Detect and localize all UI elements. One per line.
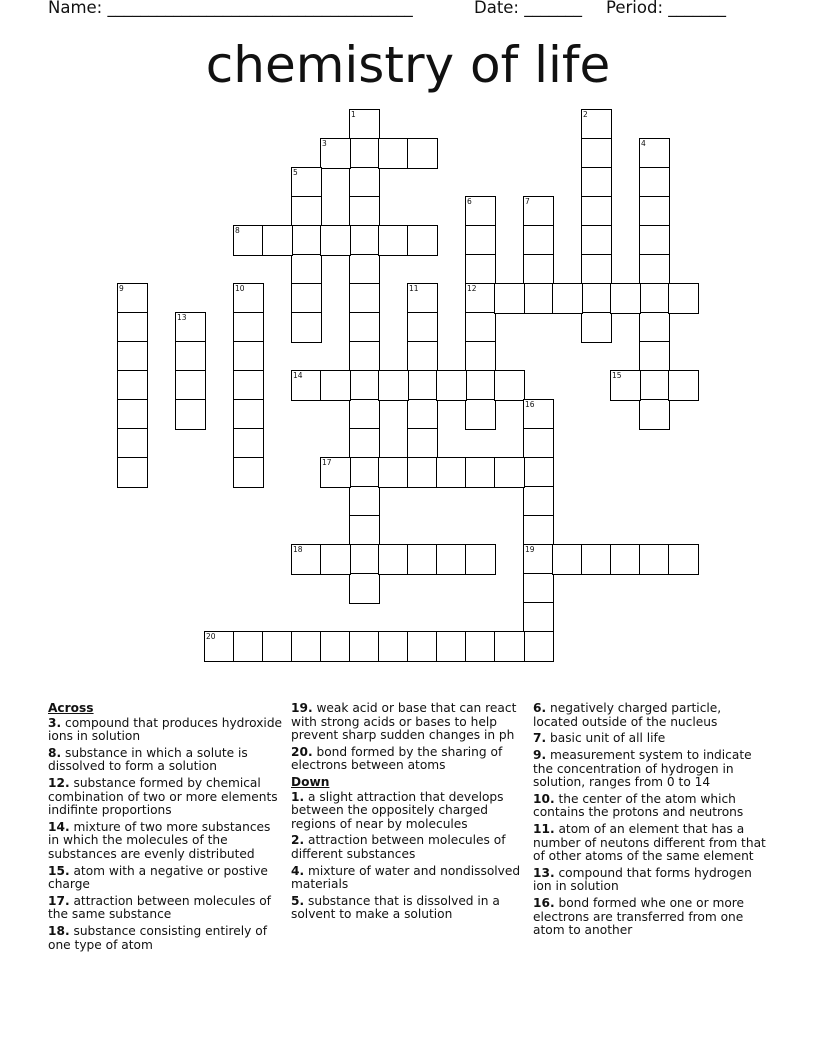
clue-number: 2	[583, 110, 588, 119]
clue-num: 18.	[48, 924, 70, 939]
grid-cell[interactable]	[581, 544, 612, 575]
grid-cell[interactable]	[291, 254, 322, 285]
grid-cell[interactable]	[581, 225, 612, 256]
clue-number: 4	[641, 139, 646, 148]
clue-text: bond formed by the sharing of electrons between atoms	[291, 744, 503, 773]
grid-cell[interactable]	[581, 138, 612, 169]
clue-item	[533, 897, 769, 938]
grid-cell[interactable]	[523, 544, 554, 575]
grid-cell[interactable]	[349, 457, 380, 488]
grid-cell[interactable]	[175, 341, 206, 372]
clue-text: atom of an element that has a number of neutons different from that of other atoms of the same element	[533, 822, 766, 864]
grid-cell[interactable]	[117, 283, 148, 314]
clue-number: 14	[293, 371, 303, 380]
date-field-label: Date: _______	[474, 0, 582, 17]
clue-text: substance in which a solute is dissolved to form a solution	[48, 745, 248, 774]
grid-cell[interactable]	[349, 196, 380, 227]
grid-cell[interactable]	[291, 167, 322, 198]
grid-cell[interactable]	[407, 457, 438, 488]
clue-text: substance that is dissolved in a solvent to make a solution	[291, 893, 500, 922]
grid-cell[interactable]	[407, 312, 438, 343]
clue-number: 12	[467, 284, 477, 293]
grid-cell[interactable]	[639, 341, 670, 372]
clue-text: atom with a negative or postive charge	[48, 863, 268, 892]
clue-item	[533, 867, 769, 894]
grid-cell[interactable]	[494, 283, 525, 314]
period-field-label: Period: _______	[606, 0, 727, 17]
grid-cell[interactable]	[639, 225, 670, 256]
clue-item	[533, 793, 769, 820]
grid-cell[interactable]	[494, 631, 525, 662]
clue-num: 10.	[533, 791, 555, 806]
clue-num: 1.	[291, 789, 305, 804]
grid-cell[interactable]	[523, 515, 554, 546]
grid-cell[interactable]	[639, 138, 670, 169]
grid-cell[interactable]	[291, 544, 322, 575]
clue-text: a slight attraction that develops between the oppositely charged regions of near by molecules	[291, 789, 504, 831]
clue-number: 9	[119, 284, 124, 293]
grid-cell[interactable]	[523, 225, 554, 256]
grid-cell[interactable]	[320, 457, 351, 488]
grid-cell[interactable]	[581, 283, 612, 314]
clue-num: 15.	[48, 863, 70, 878]
grid-cell[interactable]	[610, 544, 641, 575]
clue-item	[533, 823, 769, 864]
grid-cell[interactable]	[320, 225, 351, 256]
grid-cell[interactable]	[378, 457, 409, 488]
grid-cell[interactable]	[175, 370, 206, 401]
clue-column-2	[291, 702, 527, 925]
clue-num: 4.	[291, 863, 305, 878]
grid-cell[interactable]	[320, 544, 351, 575]
grid-cell[interactable]	[349, 312, 380, 343]
grid-cell[interactable]	[349, 544, 380, 575]
grid-cell[interactable]	[436, 631, 467, 662]
clue-number: 8	[235, 226, 240, 235]
clue-text: compound that produces hydroxide ions in solution	[48, 715, 283, 743]
grid-cell[interactable]	[552, 283, 583, 314]
clue-number: 19	[525, 545, 535, 554]
grid-cell[interactable]	[349, 486, 380, 517]
grid-cell[interactable]	[407, 283, 438, 314]
clue-number: 10	[235, 284, 245, 293]
clue-text: mixture of two more substances in which the molecules of the substances are evenly distributed	[48, 819, 271, 861]
grid-cell[interactable]	[349, 399, 380, 430]
grid-cell[interactable]	[465, 399, 496, 430]
grid-cell[interactable]	[349, 254, 380, 285]
grid-cell[interactable]	[494, 457, 525, 488]
grid-cell[interactable]	[349, 370, 380, 401]
grid-cell[interactable]	[436, 544, 467, 575]
grid-cell[interactable]	[117, 428, 148, 459]
grid-cell[interactable]	[523, 283, 554, 314]
grid-cell[interactable]	[465, 457, 496, 488]
grid-cell[interactable]	[610, 370, 641, 401]
grid-cell[interactable]	[581, 196, 612, 227]
down-clues-part-1	[291, 791, 527, 922]
grid-cell[interactable]	[639, 544, 670, 575]
page-title: chemistry of life	[205, 36, 611, 94]
clue-text: the center of the atom which contains the protons and neutrons	[533, 791, 744, 820]
grid-cell[interactable]	[349, 515, 380, 546]
grid-cell[interactable]	[523, 254, 554, 285]
clue-text: attraction between molecules of the same substance	[48, 893, 271, 922]
grid-cell[interactable]	[523, 573, 554, 604]
grid-cell[interactable]	[581, 312, 612, 343]
clue-number: 15	[612, 371, 622, 380]
grid-cell[interactable]	[233, 341, 264, 372]
clue-number: 6	[467, 197, 472, 206]
grid-cell[interactable]	[639, 399, 670, 430]
grid-cell[interactable]	[407, 399, 438, 430]
clue-number: 1	[351, 110, 356, 119]
grid-cell[interactable]	[407, 341, 438, 372]
grid-cell[interactable]	[465, 254, 496, 285]
clue-item	[291, 895, 527, 922]
grid-cell[interactable]	[117, 370, 148, 401]
grid-cell[interactable]	[639, 283, 670, 314]
grid-cell[interactable]	[378, 631, 409, 662]
grid-cell[interactable]	[233, 631, 264, 662]
clue-item	[48, 777, 284, 818]
clue-text: bond formed whe one or more electrons are transferred from one atom to another	[533, 896, 745, 938]
clue-num: 12.	[48, 776, 70, 791]
across-clues-part-1	[48, 717, 284, 953]
grid-cell[interactable]	[378, 370, 409, 401]
grid-cell[interactable]	[291, 225, 322, 256]
grid-cell[interactable]	[117, 399, 148, 430]
clue-number: 3	[322, 139, 327, 148]
clue-item	[48, 717, 284, 744]
grid-cell[interactable]	[610, 283, 641, 314]
clue-number: 20	[206, 632, 216, 641]
grid-cell[interactable]	[668, 370, 699, 401]
clue-text: mixture of water and nondissolved materials	[291, 863, 521, 892]
grid-cell[interactable]	[349, 225, 380, 256]
grid-cell[interactable]	[349, 573, 380, 604]
grid-cell[interactable]	[378, 225, 409, 256]
clue-num: 6.	[533, 701, 547, 715]
grid-cell[interactable]	[639, 196, 670, 227]
grid-cell[interactable]	[117, 341, 148, 372]
grid-cell[interactable]	[349, 283, 380, 314]
grid-cell[interactable]	[523, 399, 554, 430]
grid-cell[interactable]	[436, 370, 467, 401]
clue-item	[291, 746, 527, 773]
grid-cell[interactable]	[407, 138, 438, 169]
grid-cell[interactable]	[581, 109, 612, 140]
clue-num: 17.	[48, 893, 70, 908]
across-clues-part-2	[291, 702, 527, 773]
grid-cell[interactable]	[465, 631, 496, 662]
clue-text: negatively charged particle, located outside of the nucleus	[533, 701, 722, 729]
grid-cell[interactable]	[291, 370, 322, 401]
clue-text: substance consisting entirely of one type of atom	[48, 924, 267, 952]
grid-cell[interactable]	[378, 138, 409, 169]
clue-item	[48, 865, 284, 892]
clue-num: 13.	[533, 865, 555, 880]
down-clues-part-2	[533, 702, 769, 938]
clue-item	[291, 865, 527, 892]
grid-cell[interactable]	[233, 370, 264, 401]
grid-cell[interactable]	[523, 486, 554, 517]
grid-cell[interactable]	[407, 428, 438, 459]
grid-cell[interactable]	[233, 399, 264, 430]
clue-text: weak acid or base that can react with strong acids or bases to help prevent sharp sudden changes in ph	[291, 701, 517, 742]
clue-number: 18	[293, 545, 303, 554]
grid-cell[interactable]	[494, 370, 525, 401]
clue-num: 8.	[48, 745, 62, 760]
grid-cell[interactable]	[581, 254, 612, 285]
grid-cell[interactable]	[349, 138, 380, 169]
clue-item	[291, 834, 527, 861]
clue-num: 14.	[48, 819, 70, 834]
grid-cell[interactable]	[668, 283, 699, 314]
grid-cell[interactable]	[262, 631, 293, 662]
grid-cell[interactable]	[523, 457, 554, 488]
clue-item	[48, 895, 284, 922]
grid-cell[interactable]	[436, 457, 467, 488]
clue-num: 11.	[533, 822, 555, 837]
clue-item	[533, 702, 769, 729]
grid-cell[interactable]	[291, 283, 322, 314]
grid-cell[interactable]	[639, 370, 670, 401]
grid-cell[interactable]	[320, 370, 351, 401]
clue-num: 16.	[533, 896, 555, 911]
grid-cell[interactable]	[320, 138, 351, 169]
grid-cell[interactable]	[465, 225, 496, 256]
grid-cell[interactable]	[262, 225, 293, 256]
clue-number: 13	[177, 313, 187, 322]
grid-cell[interactable]	[204, 631, 235, 662]
grid-cell[interactable]	[407, 544, 438, 575]
down-heading: Down	[291, 775, 330, 790]
grid-cell[interactable]	[349, 167, 380, 198]
grid-cell[interactable]	[639, 312, 670, 343]
grid-cell[interactable]	[639, 167, 670, 198]
grid-cell[interactable]	[175, 312, 206, 343]
clue-item	[291, 702, 527, 743]
clue-item	[48, 747, 284, 774]
grid-cell[interactable]	[349, 341, 380, 372]
grid-cell[interactable]	[668, 544, 699, 575]
grid-cell[interactable]	[349, 428, 380, 459]
grid-cell[interactable]	[291, 196, 322, 227]
clue-num: 3.	[48, 715, 62, 730]
clue-item	[533, 732, 769, 746]
clue-num: 2.	[291, 833, 305, 848]
clue-num: 19.	[291, 701, 313, 715]
grid-cell[interactable]	[465, 283, 496, 314]
grid-cell[interactable]	[233, 283, 264, 314]
clue-number: 5	[293, 168, 298, 177]
grid-cell[interactable]	[233, 225, 264, 256]
grid-cell[interactable]	[291, 631, 322, 662]
clue-text: basic unit of all life	[546, 731, 666, 746]
clue-number: 17	[322, 458, 332, 467]
clue-num: 9.	[533, 748, 547, 763]
grid-cell[interactable]	[465, 341, 496, 372]
grid-cell[interactable]	[523, 631, 554, 662]
grid-cell[interactable]	[233, 428, 264, 459]
clue-item	[291, 791, 527, 832]
clue-text: measurement system to indicate the concentration of hydrogen in solution, ranges from 0 to 14	[533, 748, 752, 790]
across-heading: Across	[48, 701, 94, 715]
clue-number: 7	[525, 197, 530, 206]
grid-cell[interactable]	[320, 631, 351, 662]
grid-cell[interactable]	[407, 225, 438, 256]
grid-cell[interactable]	[639, 254, 670, 285]
grid-cell[interactable]	[581, 167, 612, 198]
clue-num: 7.	[533, 731, 547, 746]
clue-number: 16	[525, 400, 535, 409]
clue-item	[48, 925, 284, 952]
grid-cell[interactable]	[523, 196, 554, 227]
clue-text: attraction between molecules of different substances	[291, 833, 506, 861]
grid-cell[interactable]	[378, 544, 409, 575]
grid-cell[interactable]	[465, 544, 496, 575]
grid-cell[interactable]	[233, 457, 264, 488]
grid-cell[interactable]	[407, 631, 438, 662]
grid-cell[interactable]	[117, 312, 148, 343]
clue-num: 20.	[291, 744, 313, 759]
grid-cell[interactable]	[233, 312, 264, 343]
clue-column-1	[48, 702, 284, 956]
grid-cell[interactable]	[117, 457, 148, 488]
clue-num: 5.	[291, 893, 305, 908]
grid-cell[interactable]	[523, 428, 554, 459]
grid-cell[interactable]	[465, 370, 496, 401]
clue-item	[48, 821, 284, 862]
grid-cell[interactable]	[175, 399, 206, 430]
name-field-label: Name: _____________________________________	[48, 0, 413, 17]
grid-cell[interactable]	[349, 631, 380, 662]
grid-cell[interactable]	[407, 370, 438, 401]
grid-cell[interactable]	[349, 109, 380, 140]
clue-number: 11	[409, 284, 419, 293]
clue-column-3	[533, 702, 769, 941]
grid-cell[interactable]	[552, 544, 583, 575]
grid-cell[interactable]	[465, 312, 496, 343]
clue-item	[533, 749, 769, 790]
grid-cell[interactable]	[465, 196, 496, 227]
grid-cell[interactable]	[291, 312, 322, 343]
grid-cell[interactable]	[523, 602, 554, 633]
clue-text: substance formed by chemical combination of two or more elements indifinte proportions	[48, 776, 278, 818]
clue-text: compound that forms hydrogen ion in solution	[533, 865, 752, 894]
